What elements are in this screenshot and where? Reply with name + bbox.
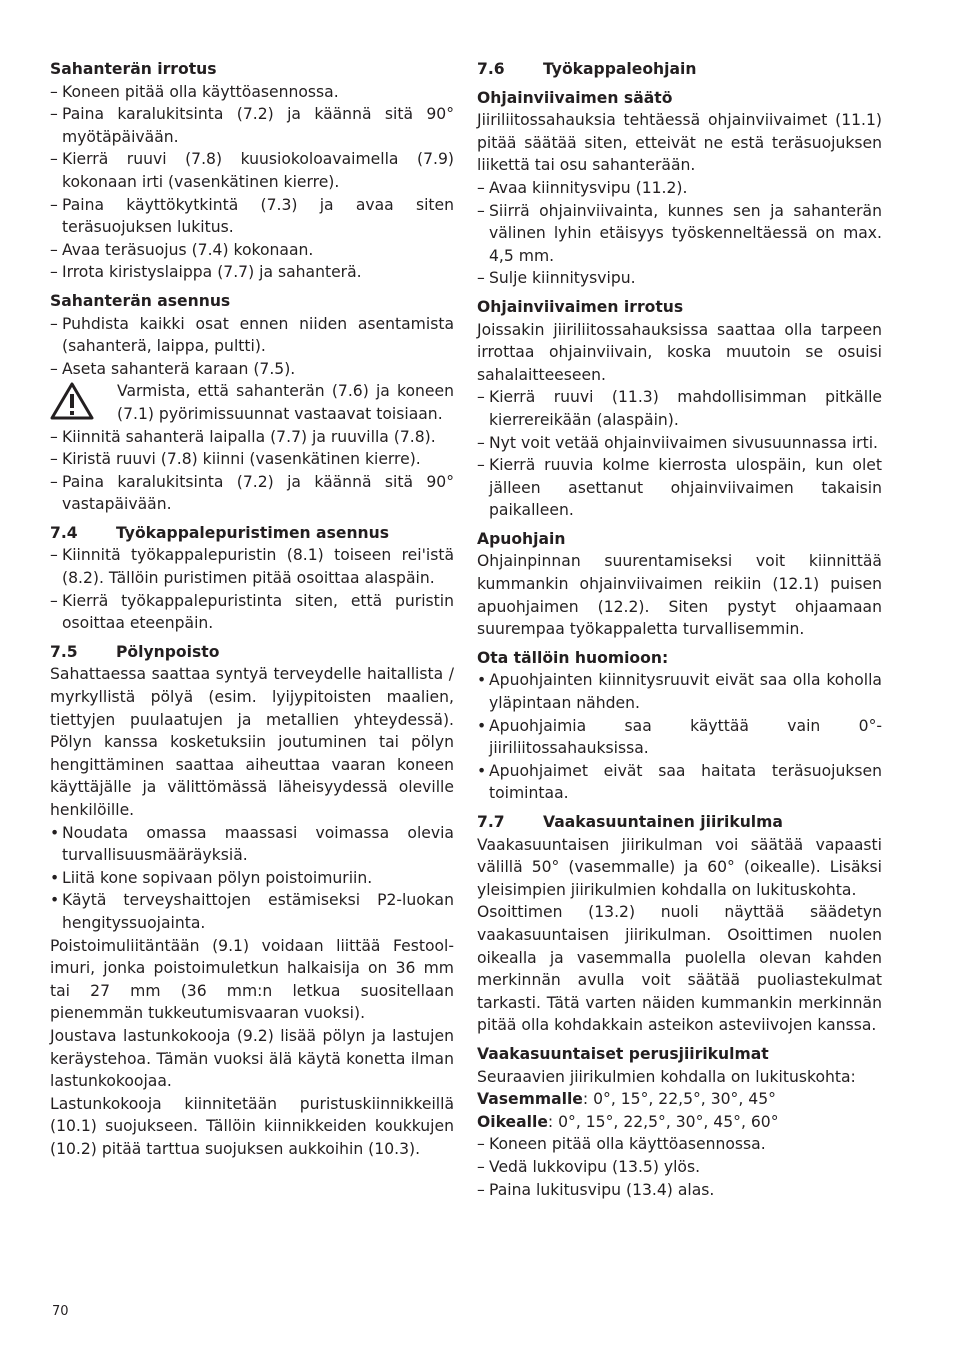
paragraph: Jiiriliitossahauksia tehtäessä ohjainviivaimet (11.1) pitää säätää siten, etteivät ne estä teräsuojuksen liikettä tai osu sahanterään.	[477, 111, 882, 175]
section-heading	[50, 522, 454, 545]
paragraph: Ohjainpinnan suurentamiseksi voit kiinnittää kummankin ohjainviivaimen reikiin (12.1) puisen apuohjaimen (12.2). Siten pystyt ohjaamaan suurempaa työkappaletta turvallisemmin.	[477, 552, 882, 639]
subsection-heading: Vaakasuuntaiset perusjiirikulmat	[477, 1044, 769, 1063]
section-number: 7.5	[50, 642, 78, 661]
bullet-item: • Apuohjaimet eivät saa haitata teräsuojuksen toimintaa.	[477, 760, 882, 805]
paragraph: Vaakasuuntaisen jiirikulman voi säätää vapaasti välillä 50° (vasemmalle) ja 60° (oikealle). Lisäksi yleisimpien jiirikulmien kohdalla on lukituskohta.	[477, 835, 882, 899]
section-heading: Sahanterän asennus	[50, 291, 231, 310]
section-number: 7.4	[50, 523, 78, 542]
bullet-item: • Käytä terveyshaittojen estämiseksi P2-luokan hengityssuojainta.	[50, 889, 454, 934]
angle-values: : 0°, 15°, 22,5°, 30°, 45°, 60°	[547, 1112, 779, 1131]
section-title: Työkappalepuristimen asennus	[116, 523, 390, 542]
subsection-heading: Ota tällöin huomioon:	[477, 648, 669, 667]
warning-text: Varmista, että sahanterän (7.6) ja koneen (7.1) pyörimissuunnat vastaavat toisiaan.	[117, 382, 454, 423]
subsection-heading: Ohjainviivaimen irrotus	[477, 297, 684, 316]
paragraph: Joissakin jiiriliitossahauksissa saattaa olla tarpeen irrottaa ohjainviivain, koska muutoin se osuisi sahalaitteeseen.	[477, 320, 882, 384]
list-item: – Paina karalukitsinta (7.2) ja käännä sitä 90° vastapäivään.	[50, 471, 454, 516]
angle-label: Vasemmalle	[477, 1090, 583, 1109]
angle-label: Oikealle	[477, 1112, 548, 1131]
subsection-heading: Apuohjain	[477, 529, 566, 548]
section-number: 7.6	[477, 60, 505, 78]
left-column	[50, 58, 454, 1161]
list-item: – Sulje kiinnitysvipu.	[477, 267, 882, 290]
paragraph: Joustava lastunkokooja (9.2) lisää pölyn ja lastujen keräystehoa. Tämän vuoksi älä käytä konetta ilman lastunkokoojaa.	[50, 1026, 454, 1091]
list-item: – Kiinnitä työkappalepuristin (8.1) toiseen rei'istä (8.2). Tällöin puristimen pitää osoittaa alaspäin.	[50, 544, 454, 589]
paragraph: Osoittimen (13.2) nuoli näyttää säädetyn vaakasuuntaisen jiirikulman. Osoittimen nuolen oikealla ja vasemmalla puolella olevan kahden merkinnän avulla voit säätää puoliastekulmat tarkasti. Tätä varten näiden kummankin merkinnän pitää olla kohdakkain asteikon asteviivojen kanssa.	[477, 903, 882, 1035]
list-item: – Vedä lukkovipu (13.5) ylös.	[477, 1156, 882, 1179]
list-item: – Puhdista kaikki osat ennen niiden asentamista (sahanterä, laippa, pultti).	[50, 313, 454, 358]
list-item: – Kiinnitä sahanterä laipalla (7.7) ja ruuvilla (7.8).	[50, 426, 454, 449]
bullet-item: • Apuohjainten kiinnitysruuvit eivät saa olla koholla yläpintaan nähden.	[477, 669, 882, 714]
list-item: – Avaa teräsuojus (7.4) kokonaan.	[50, 239, 454, 262]
section-heading	[477, 58, 882, 81]
list-item: – Kierrä työkappalepuristinta siten, että puristin osoittaa eteenpäin.	[50, 590, 454, 635]
angle-line-left	[477, 1088, 882, 1111]
list-item: – Siirrä ohjainviivainta, kunnes sen ja sahanterän välinen lyhin etäisyys työskenneltäessä on max. 4,5 mm.	[477, 200, 882, 268]
list-item: – Paina karalukitsinta (7.2) ja käännä sitä 90° myötäpäivään.	[50, 103, 454, 148]
bullet-item: • Apuohjaimia saa käyttää vain 0°-jiiriliitossahauksissa.	[477, 715, 882, 760]
paragraph: Lastunkokooja kiinnitetään puristuskiinnikkeillä (10.1) suojukseen. Tällöin kiinnikkeiden koukkujen (10.2) pitää tarttua suojuksen aukkoihin (10.3).	[50, 1094, 454, 1158]
removal-steps	[50, 81, 454, 284]
angle-values: : 0°, 15°, 22,5°, 30°, 45°	[582, 1090, 776, 1109]
warning-note	[50, 380, 454, 425]
list-item: – Kiristä ruuvi (7.8) kiinni (vasenkätinen kierre).	[50, 448, 454, 471]
bullet-item: • Noudata omassa maassasi voimassa olevia turvallisuusmääräyksiä.	[50, 822, 454, 867]
list-item: – Avaa kiinnitysvipu (11.2).	[477, 177, 882, 200]
section-heading	[50, 641, 454, 664]
paragraph: Sahattaessa saattaa syntyä terveydelle haitallista / myrkyllistä pölyä (esim. lyijypitoisten maalien, tiettyjen puulaatujen ja metallien yhteydessä). Pölyn kanssa kosketuksiin joutuminen tai pölyn hengittäminen saattaa aiheuttaa vaaran koneen käyttäjälle ja välittömässä läheisyydessä oleville henkilöille.	[50, 665, 454, 819]
subsection-heading: Ohjainviivaimen säätö	[477, 88, 673, 107]
list-item: – Kierrä ruuvi (11.3) mahdollisimman pitkälle kierrereikään (alaspäin).	[477, 386, 882, 431]
list-item: – Kierrä ruuvi (7.8) kuusiokoloavaimella (7.9) kokonaan irti (vasenkätinen kierre).	[50, 148, 454, 193]
list-item: – Kierrä ruuvia kolme kierrosta ulospäin, kun olet jälleen asettanut ohjainviivaimen takaisin paikalleen.	[477, 454, 882, 522]
section-title: Työkappaleohjain	[543, 60, 697, 78]
section-heading: Sahanterän irrotus	[50, 60, 217, 78]
list-item: – Koneen pitää olla käyttöasennossa.	[50, 81, 454, 104]
bullet-item: • Liitä kone sopivaan pölyn poistoimuriin.	[50, 867, 454, 890]
warning-triangle-icon	[50, 382, 94, 420]
section-title: Vaakasuuntainen jiirikulma	[543, 813, 783, 831]
right-column	[477, 58, 882, 1201]
list-item: – Koneen pitää olla käyttöasennossa.	[477, 1133, 882, 1156]
list-item: – Aseta sahanterä karaan (7.5).	[50, 358, 454, 381]
list-item: – Irrota kiristyslaippa (7.7) ja sahanterä.	[50, 261, 454, 284]
section-heading	[477, 811, 882, 834]
list-item: – Paina lukitusvipu (13.4) alas.	[477, 1179, 882, 1202]
paragraph: Seuraavien jiirikulmien kohdalla on lukituskohta:	[477, 1067, 856, 1086]
section-number: 7.7	[477, 813, 505, 831]
paragraph: Poistoimuliitäntään (9.1) voidaan liittää Festool-imuri, jonka poistoimuletkun halkaisija on 36 mm tai 27 mm (36 mm:n letkua suositellaan pienemmän tukkeutumisvaaran vuoksi).	[50, 936, 454, 1023]
list-item: – Nyt voit vetää ohjainviivaimen sivusuunnassa irti.	[477, 432, 882, 455]
list-item: – Paina käyttökytkintä (7.3) ja avaa siten teräsuojuksen lukitus.	[50, 194, 454, 239]
angle-line-right	[477, 1111, 882, 1134]
page-number: 70	[52, 1304, 69, 1319]
section-title: Pölynpoisto	[116, 642, 220, 661]
